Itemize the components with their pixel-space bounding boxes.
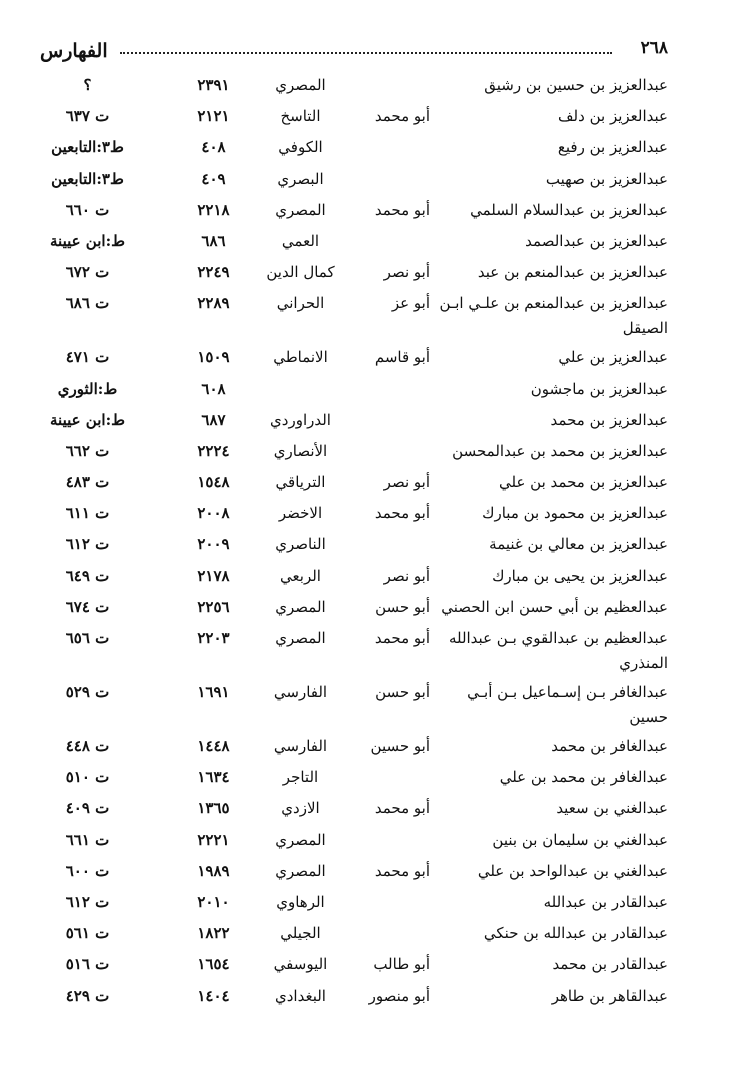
entry-nisba: الفارسي	[273, 737, 328, 755]
entry-nisba: البغدادي	[275, 986, 326, 1005]
index-entry	[40, 856, 668, 887]
entry-number: ١٦٥٤	[197, 955, 230, 974]
entry-death: ت ٤٤٨	[65, 737, 110, 755]
page-header	[40, 30, 668, 64]
entry-nisba: التاسخ	[280, 107, 321, 126]
index-entry	[40, 195, 668, 226]
entry-name: عبدالعزيز بن حسين بن رشيق	[484, 76, 668, 94]
entry-number: ١٩٨٩	[197, 861, 230, 880]
entry-death: ت ٥١٦	[65, 955, 110, 974]
entry-name: عبدالغافر بن محمد بن علي	[499, 768, 668, 787]
header-dotted-rule	[120, 52, 612, 54]
entry-nisba: الحراني	[276, 294, 325, 313]
entry-nisba: اليوسفي	[273, 955, 328, 974]
entry-number: ٢٢١٨	[197, 200, 230, 219]
entry-kunya: أبو حسن	[375, 683, 430, 701]
entry-death: ط:ابن عيينة	[50, 410, 125, 429]
entry-nisba: المصري	[275, 76, 326, 94]
index-entries	[40, 70, 668, 1012]
entry-death: ت ٦٦٠	[65, 200, 110, 219]
entry-name: عبدالعزيز بن عبدالمنعم بن عبد	[477, 263, 668, 282]
entry-name: عبدالقادر بن عبدالله	[543, 892, 668, 911]
entry-nisba: الناصري	[275, 535, 326, 554]
index-entry	[40, 374, 668, 405]
index-entry	[40, 164, 668, 195]
index-entry	[40, 226, 668, 257]
entry-name-continuation: الصيقل	[622, 319, 668, 338]
entry-death: ت ٥٢٩	[65, 683, 110, 701]
index-entry	[40, 623, 668, 677]
index-entry	[40, 918, 668, 949]
entry-kunya: أبو محمد	[374, 107, 430, 126]
entry-nisba: الجيلي	[280, 924, 321, 943]
entry-number: ٢١٢١	[197, 107, 230, 126]
entry-number: ١٥٤٨	[197, 473, 230, 492]
entry-death: ت ٦١١	[65, 504, 110, 523]
entry-number: ٦٨٧	[201, 410, 226, 429]
entry-kunya: أبو نصر	[383, 263, 430, 282]
entry-nisba: الفارسي	[273, 683, 328, 701]
index-entry	[40, 762, 668, 793]
entry-nisba: الربعي	[280, 566, 321, 585]
entry-name: عبدالعزيز بن محمد	[550, 410, 668, 429]
entry-name: عبدالغني بن عبدالواحد بن علي	[477, 861, 668, 880]
entry-kunya: أبو قاسم	[374, 348, 430, 367]
entry-number: ١٣٦٥	[197, 799, 230, 818]
index-entry	[40, 342, 668, 373]
entry-kunya: أبو نصر	[383, 566, 430, 585]
entry-name: عبدالعزيز بن عبدالمنعم بن علـي ابـن	[439, 294, 668, 313]
entry-number: ٢٢٢٤	[197, 441, 230, 460]
entry-nisba: الرهاوي	[276, 892, 325, 911]
section-title: الفهارس	[40, 40, 108, 62]
entry-name: عبدالغافر بـن إسـماعيل بـن أبـي	[467, 683, 668, 701]
entry-number: ١٦٣٤	[197, 768, 230, 787]
index-entry	[40, 981, 668, 1012]
entry-number: ٢٢٤٩	[197, 263, 230, 282]
entry-kunya: أبو حسين	[370, 737, 430, 755]
entry-name: عبدالعظيم بن أبي حسن ابن الحصني	[441, 597, 668, 616]
entry-nisba: الأنصاري	[273, 441, 328, 460]
entry-name: عبدالقادر بن محمد	[552, 955, 668, 974]
entry-name: عبدالغافر بن محمد	[551, 737, 668, 755]
entry-number: ١٤٠٤	[197, 986, 230, 1005]
entry-number: ٢٢٨٩	[197, 294, 230, 313]
entry-name: عبدالعزيز بن محمد بن علي	[499, 473, 668, 492]
entry-nisba: البصري	[277, 169, 324, 188]
index-entry	[40, 467, 668, 498]
entry-nisba: الكوفي	[278, 138, 323, 157]
entry-death: ط٣:التابعين	[51, 169, 124, 188]
index-entry	[40, 101, 668, 132]
entry-death: ت ٦١٢	[65, 535, 110, 554]
index-entry	[40, 70, 668, 101]
entry-name: عبدالعزيز بن معالي بن غنيمة	[489, 535, 668, 554]
entry-nisba: الاخضر	[278, 504, 323, 523]
entry-death: ت ٦٤٩	[65, 566, 110, 585]
entry-nisba: العمي	[281, 231, 320, 250]
entry-number: ٢٠١٠	[197, 892, 230, 911]
entry-name: عبدالعزيز بن صهيب	[545, 169, 668, 188]
index-entry	[40, 677, 668, 731]
entry-death: ط:الثوري	[57, 379, 118, 398]
entry-nisba: كمال الدين	[266, 263, 335, 282]
index-entry	[40, 561, 668, 592]
entry-kunya: أبو محمد	[374, 200, 430, 219]
index-entry	[40, 887, 668, 918]
entry-name: عبدالعزيز بن يحيى بن مبارك	[492, 566, 668, 585]
entry-number: ٤٠٩	[201, 169, 226, 188]
entry-nisba: الترياقي	[275, 473, 326, 492]
index-entry	[40, 288, 668, 342]
entry-number: ٢٠٠٨	[197, 504, 230, 523]
entry-nisba: التاجر	[282, 768, 319, 787]
page-number: ٢٦٨	[640, 38, 668, 58]
index-entry	[40, 825, 668, 856]
entry-number: ٢٢٥٦	[197, 597, 230, 616]
entry-death: ت ٤٠٩	[65, 799, 110, 818]
entry-nisba: المصري	[275, 200, 326, 219]
entry-name: عبدالعظيم بن عبدالقوي بـن عبدالله	[448, 629, 668, 647]
entry-kunya: أبو محمد	[374, 861, 430, 880]
entry-kunya: أبو محمد	[374, 799, 430, 818]
entry-nisba: الانماطي	[273, 348, 328, 367]
entry-death: ت ٦٨٦	[65, 294, 110, 313]
entry-nisba: المصري	[275, 830, 326, 849]
entry-kunya: أبو محمد	[374, 629, 430, 647]
entry-death: ت ٥١٠	[65, 768, 110, 787]
entry-number: ١٤٤٨	[197, 737, 230, 755]
entry-death: ت ٦٦١	[65, 830, 110, 849]
entry-nisba: المصري	[275, 629, 326, 647]
index-entry	[40, 405, 668, 436]
entry-death: ت ٦٦٢	[65, 441, 110, 460]
index-entry	[40, 731, 668, 762]
entry-number: ٤٠٨	[201, 138, 226, 157]
entry-kunya: أبو طالب	[373, 955, 430, 974]
entry-number: ٢٠٠٩	[197, 535, 230, 554]
entry-kunya: أبو منصور	[368, 986, 430, 1005]
entry-number: ٦٠٨	[201, 379, 226, 398]
index-entry	[40, 529, 668, 560]
entry-number: ٢٢٠٣	[197, 629, 230, 647]
entry-nisba: الدراوردي	[270, 410, 331, 429]
entry-death: ت ٦٥٦	[65, 629, 110, 647]
entry-death: ط:ابن عيينة	[50, 231, 125, 250]
entry-name-continuation: حسين	[629, 708, 668, 726]
entry-name: عبدالغني بن سليمان بن بنين	[492, 830, 668, 849]
entry-name: عبدالغني بن سعيد	[556, 799, 668, 818]
entry-number: ١٦٩١	[197, 683, 230, 701]
entry-death: ت ٥٦١	[65, 924, 110, 943]
entry-kunya: أبو عز	[391, 294, 430, 313]
entry-number: ٢٢٢١	[197, 830, 230, 849]
entry-name: عبدالعزيز بن محمود بن مبارك	[482, 504, 668, 523]
entry-number: ٢٣٩١	[197, 76, 230, 94]
entry-name: عبدالعزيز بن دلف	[558, 107, 668, 126]
entry-name: عبدالعزيز بن رفيع	[557, 138, 668, 157]
index-entry	[40, 132, 668, 163]
entry-name: عبدالعزيز بن عبدالصمد	[525, 231, 668, 250]
entry-death: ت ٤٨٣	[65, 473, 110, 492]
entry-name: عبدالقادر بن عبدالله بن حنكي	[483, 924, 668, 943]
index-entry	[40, 949, 668, 980]
entry-kunya: أبو نصر	[383, 473, 430, 492]
index-entry	[40, 257, 668, 288]
entry-death: ت ٦٣٧	[65, 107, 110, 126]
entry-name: عبدالعزيز بن عبدالسلام السلمي	[470, 200, 668, 219]
entry-nisba: المصري	[275, 597, 326, 616]
entry-death: ت ٤٢٩	[65, 986, 110, 1005]
entry-death: ؟	[83, 76, 92, 94]
entry-number: ١٥٠٩	[197, 348, 230, 367]
entry-number: ١٨٢٢	[197, 924, 230, 943]
entry-death: ت ٦٧٢	[65, 263, 110, 282]
index-entry	[40, 436, 668, 467]
entry-death: ط٣:التابعين	[51, 138, 124, 157]
entry-name-continuation: المنذري	[619, 654, 668, 672]
entry-kunya: أبو حسن	[375, 597, 430, 616]
entry-nisba: الازدي	[281, 799, 320, 818]
entry-number: ٢١٧٨	[197, 566, 230, 585]
entry-name: عبدالعزيز بن علي	[558, 348, 668, 367]
entry-name: عبدالعزيز بن ماجشون	[530, 379, 668, 398]
entry-death: ت ٦١٢	[65, 892, 110, 911]
entry-number: ٦٨٦	[201, 231, 226, 250]
entry-name: عبدالعزيز بن محمد بن عبدالمحسن	[452, 441, 668, 460]
entry-name: عبدالقاهر بن طاهر	[551, 986, 668, 1005]
index-entry	[40, 498, 668, 529]
entry-death: ت ٦٠٠	[65, 861, 110, 880]
index-entry	[40, 793, 668, 824]
entry-death: ت ٤٧١	[65, 348, 110, 367]
index-entry	[40, 592, 668, 623]
entry-death: ت ٦٧٤	[65, 597, 110, 616]
entry-kunya: أبو محمد	[374, 504, 430, 523]
entry-nisba: المصري	[275, 861, 326, 880]
